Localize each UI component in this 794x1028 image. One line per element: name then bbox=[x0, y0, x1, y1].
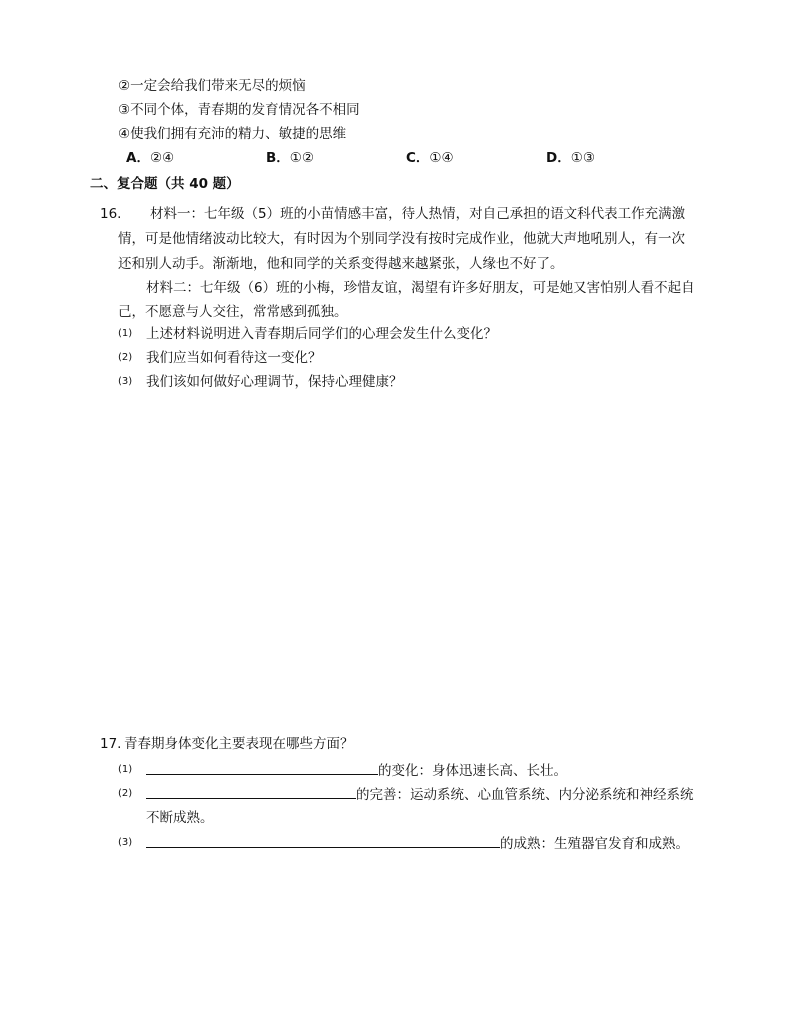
q16-sub-text: 我们应当如何看待这一变化？ bbox=[146, 350, 322, 366]
option-item-3: ③不同个体，青春期的发育情况各不相同 bbox=[118, 102, 360, 118]
q17-sub-number: (3) bbox=[118, 837, 133, 848]
choice-a bbox=[126, 148, 174, 168]
q17-sub2-continuation: 不断成熟。 bbox=[146, 810, 214, 826]
choice-letter: C． bbox=[406, 150, 430, 166]
answer-blank[interactable] bbox=[146, 784, 356, 799]
choice-value: ②④ bbox=[149, 150, 175, 166]
answer-blank[interactable] bbox=[146, 760, 378, 775]
q17-sub-text: 的变化：身体迅速长高、长壮。 bbox=[378, 763, 567, 779]
q16-sub-number: (2) bbox=[118, 352, 133, 363]
q16-material1-line1: 材料一：七年级（5）班的小苗情感丰富，待人热情，对自己承担的语文科代表工作充满激 bbox=[150, 206, 686, 222]
q17-sub-number: (1) bbox=[118, 764, 133, 775]
q16-material2-line2: 己，不愿意与人交往，常常感到孤独。 bbox=[118, 304, 348, 320]
option-item-2: ②一定会给我们带来无尽的烦恼 bbox=[118, 78, 306, 94]
q16-material1-line2: 情，可是他情绪波动比较大，有时因为个别同学没有按时完成作业，他就大声地吼别人，有一次 bbox=[118, 231, 685, 247]
q16-sub-text: 我们该如何做好心理调节，保持心理健康？ bbox=[146, 374, 403, 390]
q16-sub-text: 上述材料说明进入青春期后同学们的心理会发生什么变化？ bbox=[146, 326, 497, 342]
choice-c bbox=[406, 148, 454, 168]
choice-value: ①④ bbox=[429, 150, 454, 166]
q17-stem: 青春期身体变化主要表现在哪些方面？ bbox=[124, 736, 354, 752]
answer-blank[interactable] bbox=[146, 833, 500, 848]
choice-letter: A． bbox=[126, 150, 150, 166]
choice-b bbox=[266, 148, 314, 168]
q16-material1-line3: 还和别人动手。渐渐地，他和同学的关系变得越来越紧张，人缘也不好了。 bbox=[118, 256, 564, 272]
section-title: 二、复合题（共 40 题） bbox=[90, 176, 240, 192]
q17-sub-1 bbox=[146, 760, 567, 781]
choice-d bbox=[546, 148, 595, 168]
q17-sub-number: (2) bbox=[118, 788, 133, 799]
choice-letter: D． bbox=[546, 150, 571, 166]
q17-sub-text: 的完善：运动系统、心血管系统、内分泌系统和神经系统 bbox=[356, 787, 694, 803]
q16-number: 16. bbox=[100, 206, 122, 222]
q16-material2-line1: 材料二：七年级（6）班的小梅，珍惜友谊，渴望有许多好朋友，可是她又害怕别人看不起自 bbox=[146, 280, 695, 296]
q17-sub-3 bbox=[146, 833, 689, 854]
q17-sub-2 bbox=[146, 784, 694, 805]
q16-sub-number: (3) bbox=[118, 376, 133, 387]
option-item-4: ④使我们拥有充沛的精力、敏捷的思维 bbox=[118, 126, 347, 142]
q16-sub-number: (1) bbox=[118, 328, 133, 339]
choice-value: ①③ bbox=[570, 150, 595, 166]
q17-sub-text: 的成熟：生殖器官发育和成熟。 bbox=[500, 836, 689, 852]
q17-number: 17. bbox=[100, 736, 122, 752]
choice-value: ①② bbox=[289, 150, 315, 166]
choice-letter: B． bbox=[266, 150, 290, 166]
